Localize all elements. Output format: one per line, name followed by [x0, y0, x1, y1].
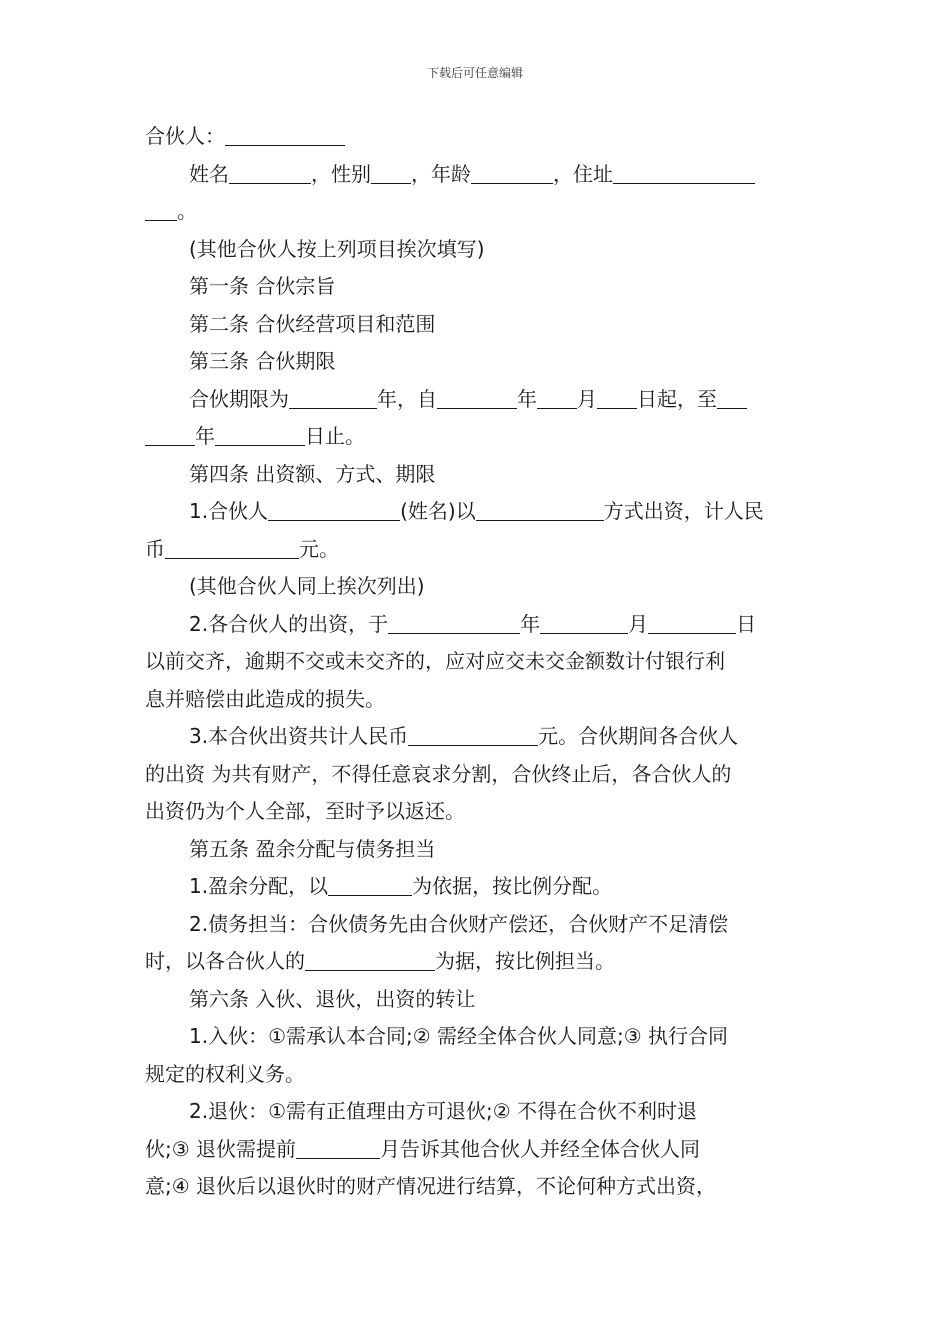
contract-body [145, 118, 810, 1206]
name-blank[interactable] [229, 161, 311, 184]
start-year-blank[interactable] [437, 386, 517, 409]
article-heading: 第一条 合伙宗旨 [189, 274, 336, 298]
partner-line: 合伙人： [145, 118, 810, 156]
contribution-line-cont: 币 元。 [145, 536, 339, 561]
basis-blank[interactable] [328, 873, 412, 896]
text-line: 意;④ 退伙后以退伙时的财产情况进行结算，不论何种方式出资， [145, 1174, 717, 1198]
text-line: 2.退伙：①需有正值理由方可退伙;② 不得在合伙不利时退 [189, 1099, 698, 1123]
address-blank-cont[interactable] [145, 198, 177, 221]
blank[interactable] [225, 123, 345, 146]
end-year-blank[interactable] [145, 423, 195, 446]
article-heading: 第二条 合伙经营项目和范围 [189, 311, 436, 336]
amount-blank[interactable] [165, 536, 299, 559]
article-heading: 第五条 盈余分配与债务担当 [189, 836, 436, 861]
notice-months-blank[interactable] [296, 1136, 380, 1159]
text-line: 2.债务担当：合伙债务先由合伙财产偿还，合伙财产不足清偿 [189, 911, 729, 936]
debt-line-cont: 时，以各合伙人的 为据，按比例担当。 [145, 949, 615, 973]
end-blank[interactable] [717, 386, 747, 409]
text-line: 规定的权利义务。 [145, 1061, 305, 1086]
start-day-blank[interactable] [597, 386, 637, 409]
age-blank[interactable] [471, 161, 553, 184]
deadline-line: 2.各合伙人的出资，于 年 月 日 [189, 611, 757, 636]
total-line: 3.本合伙出资共计人民币 元。合伙期间各合伙人 [189, 724, 739, 748]
method-blank[interactable] [476, 498, 604, 521]
start-month-blank[interactable] [537, 386, 577, 409]
address-continued-line: 。 [145, 193, 810, 231]
page-header: 下载后可任意编辑 [426, 66, 523, 80]
address-blank[interactable] [613, 161, 755, 184]
article-heading: 第三条 合伙期限 [189, 349, 336, 373]
deadline-month-blank[interactable] [540, 611, 628, 634]
partner-name-blank[interactable] [268, 498, 400, 521]
text-line: 出资仍为个人全部，至时予以返还。 [145, 799, 465, 823]
deadline-day-blank[interactable] [648, 611, 736, 634]
contribution-line: 1.合伙人 (姓名)以 方式出资，计人民 [189, 499, 764, 523]
end-month-blank[interactable] [215, 423, 305, 446]
years-blank[interactable] [289, 386, 377, 409]
term-line-cont: 年 日止。 [145, 418, 810, 456]
gender-blank[interactable] [371, 161, 411, 184]
withdrawal-line: 伙;③ 退伙需提前 月告诉其他合伙人并经全体合伙人同 [145, 1136, 701, 1161]
deadline-year-blank[interactable] [388, 611, 520, 634]
text-line: 以前交齐，逾期不交或未交齐的，应对应交未交金额数计付银行利 [145, 649, 725, 673]
text-line: (其他合伙人按上列项目挨次填写) [189, 236, 485, 261]
article-heading: 第四条 出资额、方式、期限 [189, 461, 436, 486]
total-amount-blank[interactable] [408, 723, 538, 746]
text-line: (其他合伙人同上挨次列出) [189, 574, 425, 598]
text-line: 的出资 为共有财产，不得任意哀求分割，合伙终止后，各合伙人的 [145, 761, 732, 786]
term-line: 合伙期限为 年，自 年 月 日起，至 [145, 381, 810, 419]
article-heading: 第六条 入伙、退伙，出资的转让 [189, 986, 476, 1011]
debt-basis-blank[interactable] [305, 948, 435, 971]
profit-line: 1.盈余分配，以 为依据，按比例分配。 [189, 874, 613, 898]
text-line: 1.入伙：①需承认本合同;② 需经全体合伙人同意;③ 执行合同 [189, 1024, 729, 1048]
partner-details-line: 姓名 ，性别 ，年龄 ，住址 [145, 156, 810, 194]
text-line: 息并赔偿由此造成的损失。 [145, 686, 385, 711]
